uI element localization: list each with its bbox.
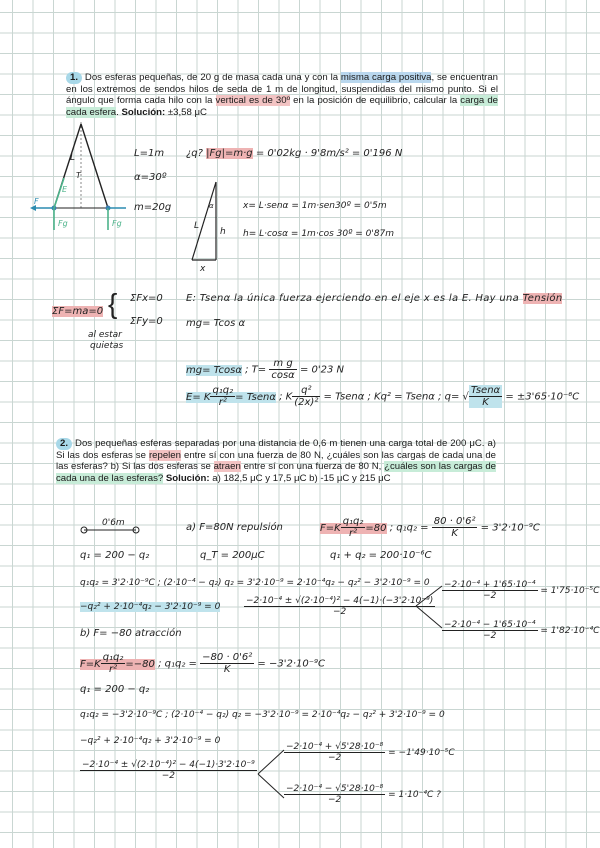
part-b-label: b) F= −80 atracción [80,628,182,639]
mg-equation: mg= Tcos α [186,318,246,329]
weight-line [186,148,402,159]
sum-fy: ΣFy=0 [130,316,163,327]
problem-number: 2. [56,438,72,450]
sum-fx: ΣFx=0 [130,293,163,304]
highlight-charge-each: carga de cada esfera [66,95,499,118]
x-equation: x= L·senα = 1m·sen30º = 0'5m [243,201,387,211]
b-product-line: q₁q₂ = −3'2·10⁻⁹C ; (2·10⁻⁴ − q₂) q₂ = −3'2·10⁻⁹ = 2·10⁻⁴q₂ − q₂² + 3'2·10⁻⁹ = 0 [80,710,445,720]
q-result: = ±3'65·10⁻⁶C [505,391,580,403]
highlight-atraen: atraen [213,461,241,473]
sum-equation: q₁ + q₂ = 200·10⁻⁶C [330,550,432,561]
product-value: = 3'2·10⁻⁹C [480,522,540,534]
solution-label: Solución: [165,472,210,484]
note-al-estar: al estar [88,330,122,340]
label-F: F [34,197,39,206]
given-length: L=1m [134,148,165,159]
label-L: L [70,153,76,163]
label-fg-right: Fg [112,219,122,228]
root2-a: $\frac{\text{−2·10⁻⁴ − 1'65·10⁻⁴}}{-2}$ = 1'82·10⁻⁴C [444,620,600,641]
weight-formula: |Fg|=m·g [206,148,253,159]
root1-a: $\frac{\text{−2·10⁻⁴ + 1'65·10⁻⁴}}{-2}$ = 1'75·10⁻⁵C [444,580,600,601]
h-equation: h= L·cosα = 1m·cos 30º = 0'87m [243,229,395,239]
coulomb-box-a: F=K $\frac{\text{q₁q₂}}{\text{r²}}$ =80 [320,516,387,539]
branch-lines-a [414,582,444,632]
quadratic-a: −q₂² + 2·10⁻⁴q₂ − 3'2·10⁻⁹ = 0 [80,602,221,612]
part-a-label: a) F=80N repulsión [186,522,283,533]
problem-2-statement: 2. Dos pequeñas esferas separadas por una distancia de 0,6 m tienen una carga total de 200 μC. a) Si las dos esferas se repelen entre sí con una fuerza de 80 N, ¿cuáles son las cargas de cada una de las esferas? b) Si las dos esferas se atraen entre sí con una fuerza de 80 N, ¿cuáles son las cargas de cada una de las esferas? Solución: a) 182,5 μC y 17,5 μC b) -15 μC y 215 μC [56,438,496,484]
label-T: T [76,171,81,180]
problem-number: 1. [66,72,82,84]
q1-equation: q₁ = 200 − q₂ [80,550,150,561]
coulomb-box: E= K $\frac{\text{q₁q₂}}{\text{r²}}$ = Tsenα [186,385,276,408]
part-a-force: F=K $\frac{\text{q₁q₂}}{\text{r²}}$ =80 ; q₁q₂ = $\frac{\text{80 · 0'6²}}{K}$ = 3'2·10⁻⁹C [320,516,540,539]
part-b-force: F=K $\frac{\text{q₁q₂}}{\text{r²}}$ =−80 ; q₁q₂ = $\frac{\text{−80 · 0'6²}}{K}$ = −3'2·10⁻⁹C [80,652,326,675]
tension-value: = 0'23 N [299,364,345,376]
tension-calc: mg= Tcosα ; T= $\frac{\text{m g}}{\cos\alpha}$ = 0'23 N [186,358,345,381]
label-l: L [194,221,200,231]
given-angle: α=30º [134,172,167,183]
highlight-repelen: repelen [148,449,181,461]
b-root1: $\frac{\text{−2·10⁻⁴ + √5'28·10⁻⁸}}{-2}$ = −1'49·10⁻⁵C [286,742,455,763]
e-explanation: E: Tsenα la única fuerza ejerciendo en el eje x es la E. Hay una Tensión [186,293,563,304]
problem-1-statement: 1. Dos esferas pequeñas, de 20 g de masa cada una y con la misma carga positiva, se encuentran en los extremos de sendos hilos de seda de 1 m de longitud, suspendidas del mismo punto. Si el ángulo que forma cada hilo con la vertical es de 30º en la posición de equilibrio, calcular la carga de cada esfera. Solución: ±3,58 μC [66,72,499,118]
tension-word: Tensión [522,293,563,304]
sum-forces [52,306,103,317]
coulomb-box-b: F=K $\frac{\text{q₁q₂}}{\text{r²}}$ =−80 [80,652,155,675]
solution-label: Solución: [121,106,166,118]
b-quadratic: −q₂² + 2·10⁻⁴q₂ + 3'2·10⁻⁹ = 0 [80,736,221,746]
given-mass: m=20g [134,202,172,213]
b-q1-equation: q₁ = 200 − q₂ [80,684,150,695]
distance-label: 0'6m [102,518,125,528]
b-root2: $\frac{\text{−2·10⁻⁴ − √5'28·10⁻⁸}}{-2}$ = 1·10⁻⁴C ? [286,784,441,805]
product-line: q₁q₂ = 3'2·10⁻⁹C ; (2·10⁻⁴ − q₂) q₂ = 3'2·10⁻⁹ = 2·10⁻⁴q₂ − q₂² − 3'2·10⁻⁹ = 0 [80,578,430,588]
total-charge: q_T = 200μC [200,550,265,561]
brace: { [108,288,118,319]
branch-lines-b [256,746,286,802]
pendulum-diagram [26,120,136,260]
sum-forces-lhs: ΣF=ma=0 [52,306,104,317]
b-quadratic-formula: $\frac{\text{−2·10⁻⁴ ± √(2·10⁻⁴)² − 4(−1)·3'2·10⁻⁹}}{-2}$ [82,760,255,781]
label-alpha: α [209,202,214,210]
mg-box: mg= Tcosα [186,364,242,376]
label-h: h [220,227,226,237]
quadratic-formula-a: $\frac{\text{−2·10⁻⁴ ± √(2·10⁻⁴)² − 4(−1)·(−3'2·10⁻⁹)}}{-2}$ [246,596,434,617]
label-fg-left: Fg [58,219,68,228]
highlight-same-charge: misma carga positiva [340,72,432,83]
weight-value: = 0'02kg · 9'8m/s² = 0'196 N [255,148,403,159]
highlight-question: ¿cuáles son las cargas de cada una de las esferas? [56,461,496,484]
label-E: E [62,185,68,194]
label-x: x [200,264,206,274]
unknown-q: ¿q? [186,148,203,159]
highlight-vertical-30: vertical es de 30º [215,95,291,107]
triangle-sketch [186,178,236,274]
solution-value: a) 182,5 μC y 17,5 μC b) -15 μC y 215 μC [209,472,391,484]
solution-value: ±3,58 μC [165,106,207,118]
note-quietas: quietas [90,341,124,351]
coulomb-calc: E= K $\frac{\text{q₁q₂}}{\text{r²}}$ = Tsenα ; K $\frac{\text{q²}}{\text{(2x)²}}$ = Tsenα ; Kq² = Tsenα ; q= √ $\frac{\text{Tsenα}}{K}$ = ±3'65·10⁻⁶C [186,385,580,408]
